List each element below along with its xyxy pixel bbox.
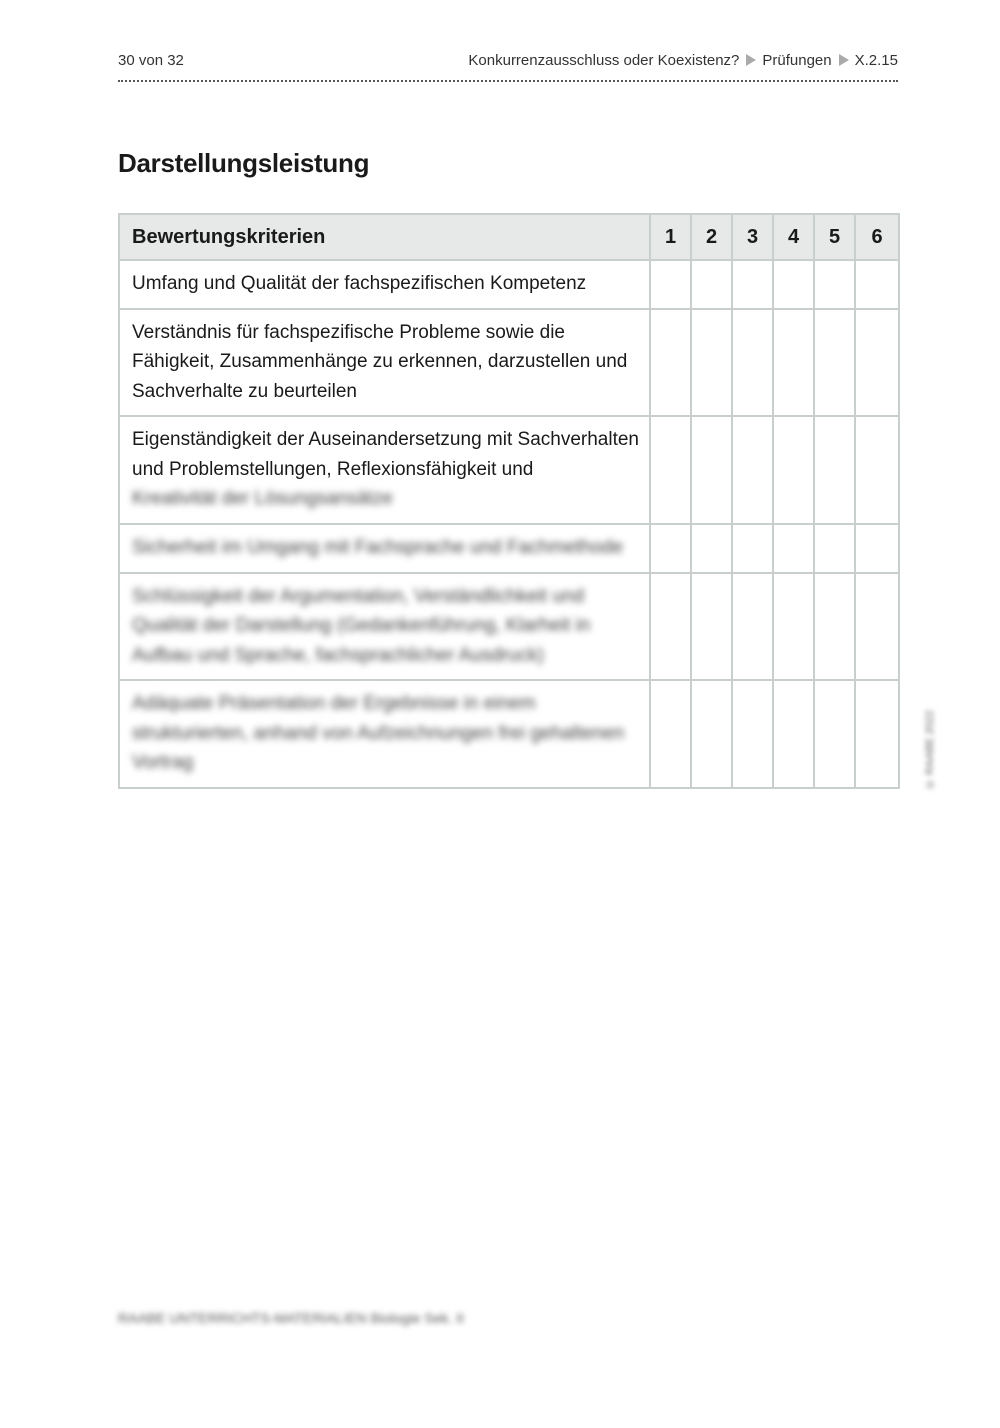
criterion-text: Adäquate Präsentation der Ergebnisse in einem strukturierten, anhand von Aufzeichnungen frei gehaltenen Vortrag xyxy=(119,680,650,788)
grade-cell[interactable] xyxy=(691,260,732,309)
page-number: 30 von 32 xyxy=(118,52,184,69)
grade-cell[interactable] xyxy=(814,309,855,417)
grade-cell[interactable] xyxy=(691,416,732,524)
grade-cell[interactable] xyxy=(855,260,899,309)
grade-column-header: 1 xyxy=(650,214,691,260)
table-header-row xyxy=(119,214,899,260)
grade-cell[interactable] xyxy=(855,680,899,788)
grade-column-header: 4 xyxy=(773,214,814,260)
grade-cell[interactable] xyxy=(650,680,691,788)
table-row xyxy=(119,524,899,573)
criterion-text: Sicherheit im Umgang mit Fachsprache und Fachmethode xyxy=(119,524,650,573)
grade-cell[interactable] xyxy=(855,573,899,681)
table-row xyxy=(119,573,899,681)
header-divider xyxy=(118,80,898,82)
page-header xyxy=(118,48,898,74)
breadcrumb-topic: Konkurrenzausschluss oder Koexistenz? xyxy=(468,52,740,69)
grade-cell[interactable] xyxy=(814,416,855,524)
grade-column-header: 6 xyxy=(855,214,899,260)
grade-cell[interactable] xyxy=(650,416,691,524)
criterion-text: Verständnis für fachspezifische Probleme sowie die Fähigkeit, Zusammenhänge zu erkennen, darzustellen und Sachverhalte zu beurteilen xyxy=(119,309,650,417)
grade-cell[interactable] xyxy=(773,309,814,417)
grade-cell[interactable] xyxy=(650,573,691,681)
criterion-text: Umfang und Qualität der fachspezifischen Kompetenz xyxy=(119,260,650,309)
grade-cell[interactable] xyxy=(732,416,773,524)
grade-cell[interactable] xyxy=(855,416,899,524)
grade-cell[interactable] xyxy=(773,573,814,681)
criterion-text xyxy=(119,416,650,524)
grade-cell[interactable] xyxy=(691,524,732,573)
copyright-note: © RAABE 2022 xyxy=(924,710,936,790)
grade-cell[interactable] xyxy=(691,680,732,788)
table-row xyxy=(119,680,899,788)
grade-column-header: 2 xyxy=(691,214,732,260)
table-row xyxy=(119,260,899,309)
breadcrumb-section: Prüfungen xyxy=(762,52,832,69)
triangle-right-icon xyxy=(839,54,849,66)
grade-cell[interactable] xyxy=(855,524,899,573)
criteria-column-header: Bewertungskriterien xyxy=(119,214,650,260)
section-title: Darstellungsleistung xyxy=(118,148,370,178)
triangle-right-icon xyxy=(746,54,756,66)
grade-column-header: 3 xyxy=(732,214,773,260)
grade-cell[interactable] xyxy=(814,680,855,788)
grade-cell[interactable] xyxy=(773,524,814,573)
grade-cell[interactable] xyxy=(691,573,732,681)
criterion-text-blurred: Kreativität der Lösungsansätze xyxy=(132,488,393,509)
breadcrumb xyxy=(468,48,898,74)
criterion-text: Schlüssigkeit der Argumentation, Verständlichkeit und Qualität der Darstellung (Gedankenführung, Klarheit in Aufbau und Sprache, fachsprachlicher Ausdruck) xyxy=(119,573,650,681)
grade-cell[interactable] xyxy=(650,260,691,309)
page-footer: RAABE UNTERRICHTS-MATERIALIEN Biologie Sek. II xyxy=(118,1310,464,1326)
grade-cell[interactable] xyxy=(650,309,691,417)
grade-cell[interactable] xyxy=(814,260,855,309)
grade-cell[interactable] xyxy=(650,524,691,573)
grade-cell[interactable] xyxy=(691,309,732,417)
grade-cell[interactable] xyxy=(773,260,814,309)
breadcrumb-code: X.2.15 xyxy=(854,52,898,69)
grade-cell[interactable] xyxy=(732,573,773,681)
grade-cell[interactable] xyxy=(814,573,855,681)
grade-column-header: 5 xyxy=(814,214,855,260)
criteria-table xyxy=(118,213,900,789)
grade-cell[interactable] xyxy=(814,524,855,573)
grade-cell[interactable] xyxy=(773,416,814,524)
grade-cell[interactable] xyxy=(732,680,773,788)
grade-cell[interactable] xyxy=(732,260,773,309)
grade-cell[interactable] xyxy=(732,309,773,417)
grade-cell[interactable] xyxy=(732,524,773,573)
table-row xyxy=(119,309,899,417)
grade-cell[interactable] xyxy=(855,309,899,417)
criterion-text-visible: Eigenständigkeit der Auseinandersetzung mit Sachverhalten und Problemstellungen, Reflexionsfähigkeit und xyxy=(132,429,639,480)
table-row xyxy=(119,416,899,524)
grade-cell[interactable] xyxy=(773,680,814,788)
